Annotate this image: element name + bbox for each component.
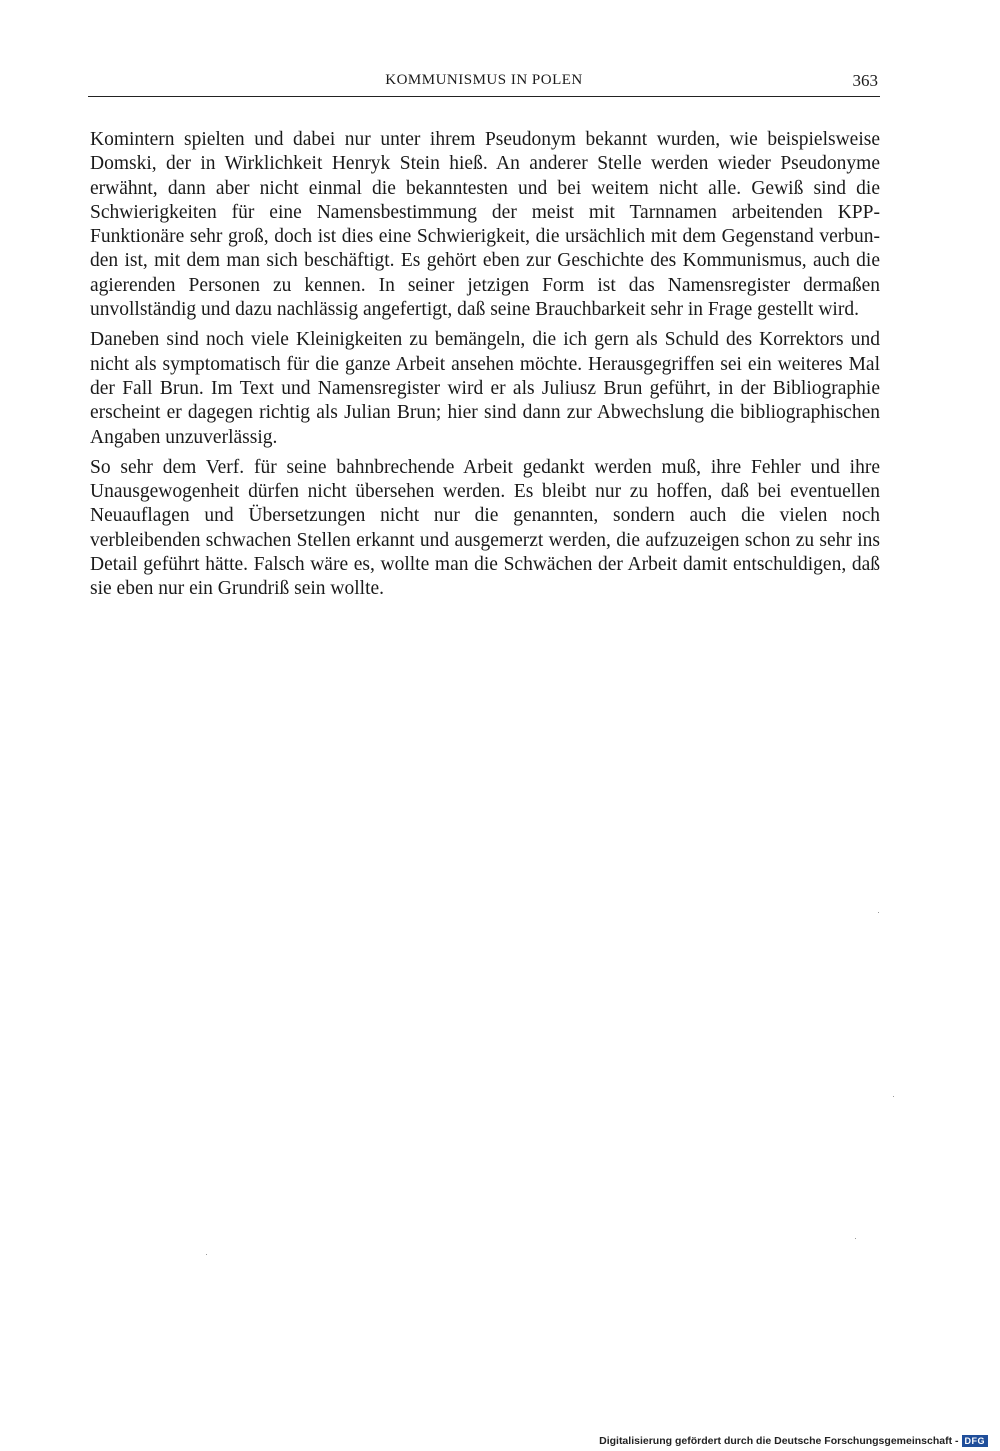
digitization-credit — [599, 1435, 988, 1447]
scan-speck — [855, 1238, 856, 1239]
dfg-logo: DFG — [962, 1435, 989, 1447]
page-header — [88, 72, 880, 97]
scan-speck — [878, 912, 879, 913]
scan-speck — [206, 1254, 207, 1255]
page-number: 363 — [852, 71, 878, 90]
credit-text: Digitalisierung gefördert durch die Deutsche Forschungsgemeinschaft - — [599, 1435, 959, 1447]
running-title: KOMMUNISMUS IN POLEN — [385, 72, 583, 88]
body-text — [90, 128, 880, 608]
paragraph-2: Daneben sind noch viele Kleinigkeiten zu bemängeln, die ich gern als Schuld des Korrektors und nicht als symptomatisch für die ganze Arbeit ansehen möchte. Herausgegriffen sei ein weiteres Mal der Fall Brun. Im Text und Namensregister wird er als Juliusz Brun geführt, in der Bibliographie erscheint er dagegen richtig als Julian Brun; hier sind dann zur Abwechslung die bibliographischen Angaben unzuverlässig. — [90, 329, 880, 448]
paragraph-1: Komintern spielten und dabei nur unter ihrem Pseudonym bekannt wurden, wie beispielsweise Domski, der in Wirklichkeit Henryk Stein hieß. An anderer Stelle werden wieder Pseudonyme erwähnt, dann aber nicht einmal die bekanntesten und bei weitem nicht alle. Gewiß sind die Schwierigkeiten für eine Namensbestimmung der meist mit Tarnnamen arbeitenden KPP-Funktionäre sehr groß, doch ist dies eine Schwierigkeit, die ursächlich mit dem Gegenstand verbunden ist, mit dem man sich beschäftigt. Es gehört eben zur Geschichte des Kommunismus, auch die agierenden Personen zu kennen. In seiner jetzigen Form ist das Namensregister dermaßen unvollständig und dazu nachlässig angefertigt, daß seine Brauchbarkeit sehr in Frage gestellt wird. — [90, 129, 880, 321]
scan-speck — [893, 1096, 894, 1097]
paragraph-3: So sehr dem Verf. für seine bahnbrechende Arbeit gedankt werden muß, ihre Fehler und ihre Unausgewogenheit dürfen nicht übersehen werden. Es bleibt nur zu hoffen, daß bei eventuellen Neuauflagen und Übersetzungen nicht nur die genannten, sondern auch die vielen noch verbleibenden schwachen Stellen erkannt und ausgemerzt werden, die aufzuzeigen schon zu sehr ins Detail geführt hätte. Falsch wäre es, wollte man die Schwächen der Arbeit damit entschuldigen, daß sie eben nur ein Grundriß sein wollte. — [90, 456, 880, 600]
